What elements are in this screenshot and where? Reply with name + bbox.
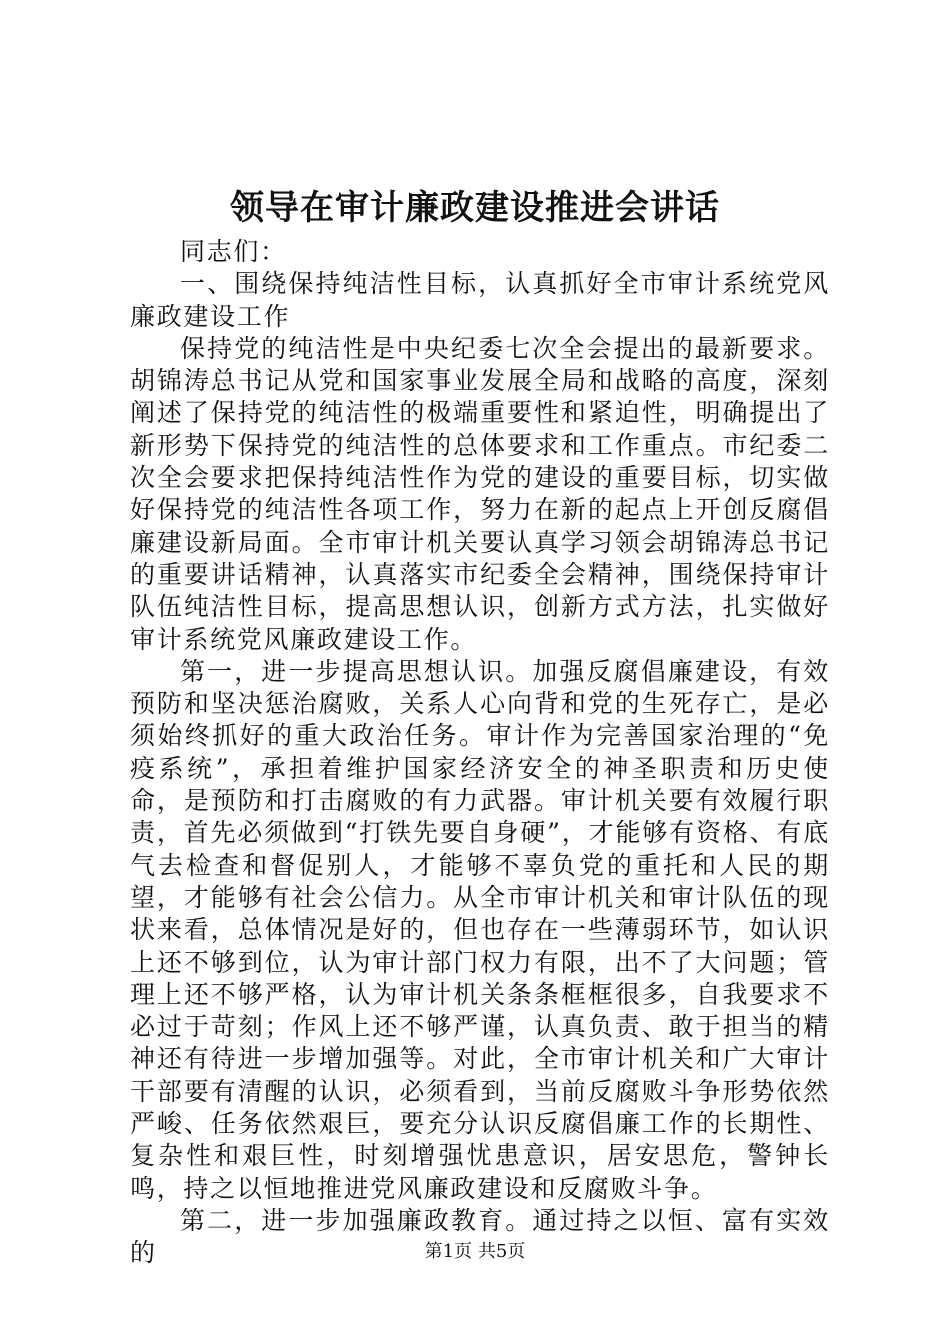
section-heading: 一、围绕保持纯洁性目标，认真抓好全市审计系统党风廉政建设工作 [130, 269, 830, 331]
body-paragraph: 保持党的纯洁性是中央纪委七次全会提出的最新要求。胡锦涛总书记从党和国家事业发展全局和战略的高度，深刻阐述了保持党的纯洁性的极端重要性和紧迫性，明确提出了新形势下保持党的纯洁性的总体要求和工作重点。市纪委二次全会要求把保持纯洁性作为党的建设的重要目标，切实做好保持党的纯洁性各项工作，努力在新的起点上开创反腐倡廉建设新局面。全市审计机关要认真学习领会胡锦涛总书记的重要讲话精神，认真落实市纪委全会精神，围绕保持审计队伍纯洁性目标，提高思想认识，创新方式方法，扎实做好审计系统党风廉政建设工作。 [130, 333, 830, 654]
body-paragraph: 第二，进一步加强廉政教育。通过持之以恒、富有实效的 [130, 1205, 830, 1268]
body-paragraph: 第一，进一步提高思想认识。加强反腐倡廉建设，有效预防和坚决惩治腐败，关系人心向背和党的生死存亡，是必须始终抓好的重大政治任务。审计作为完善国家治理的“免疫系统”，承担着维护国家经济安全的神圣职责和历史使命，是预防和打击腐败的有力武器。审计机关要有效履行职责，首先必须做到“打铁先要自身硬”，才能够有资格、有底气去检查和督促别人，才能够不辜负党的重托和人民的期望，才能够有社会公信力。从全市审计机关和审计队伍的现状来看，总体情况是好的，但也存在一些薄弱环节，如认识上还不够到位，认为审计部门权力有限，出不了大问题；管理上还不够严格，认为审计机关条条框框很多，自我要求不必过于苛刻；作风上还不够严谨，认真负责、敢于担当的精神还有待进一步增加强等。对此，全市审计机关和广大审计干部要有清醒的认识，必须看到，当前反腐败斗争形势依然严峻、任务依然艰巨，要充分认识反腐倡廉工作的长期性、复杂性和艰巨性，时刻增强忧患意识，居安思危，警钟长鸣，持之以恒地推进党风廉政建设和反腐败斗争。 [130, 656, 830, 1203]
document-title: 领导在审计廉政建设推进会讲话 [230, 188, 720, 228]
document-body [130, 236, 830, 1270]
page-number-footer: 第1页 共5页 [424, 1241, 526, 1262]
salutation: 同志们： [180, 237, 287, 266]
